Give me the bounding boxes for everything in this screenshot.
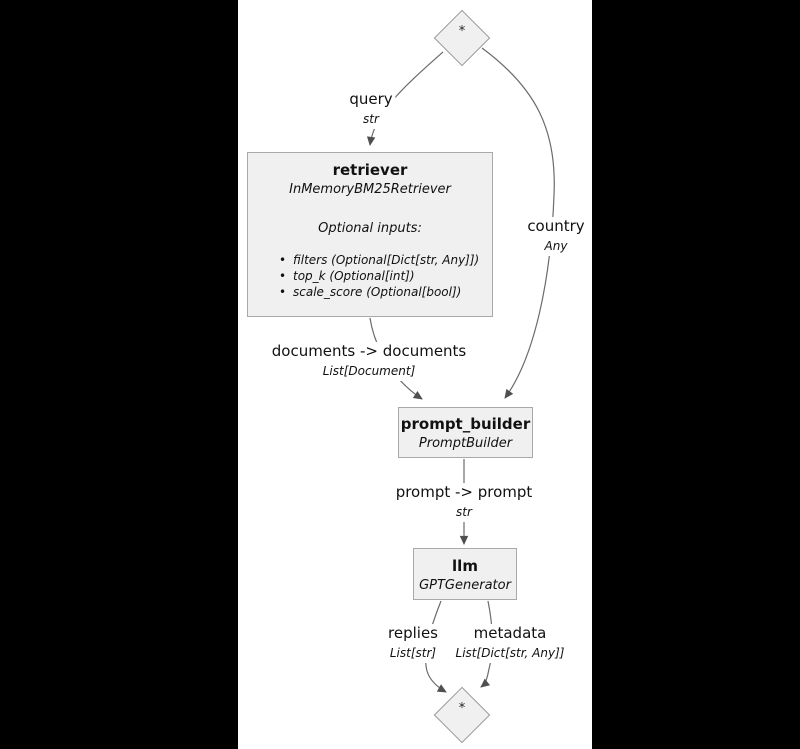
retriever-class-name: InMemoryBM25Retriever	[289, 182, 451, 197]
node-retriever	[247, 152, 493, 317]
output-node-label: *	[458, 701, 466, 716]
retriever-optional-inputs-header: Optional inputs:	[318, 221, 422, 236]
edge-metadata-type: List[Dict[str, Any]]	[455, 646, 565, 660]
edge-metadata-name: metadata	[473, 624, 547, 642]
edge-label-replies	[385, 624, 441, 663]
edge-label-documents	[269, 342, 470, 381]
edge-label-prompt	[393, 483, 536, 522]
edge-replies-type: List[str]	[389, 646, 437, 660]
edge-country-name: country	[527, 217, 585, 235]
input-node-label: *	[458, 24, 466, 39]
edge-label-query	[346, 90, 395, 129]
edge-query-name: query	[349, 90, 393, 108]
edge-replies-name: replies	[388, 624, 438, 642]
edge-label-metadata	[453, 624, 568, 663]
retriever-title: retriever	[332, 161, 408, 179]
edge-label-country	[524, 217, 587, 256]
pipeline-diagram	[238, 0, 592, 749]
edge-query-type: str	[363, 112, 379, 126]
llm-class-name: GPTGenerator	[419, 578, 511, 593]
prompt-builder-title: prompt_builder	[400, 415, 531, 433]
edge-documents-name: documents -> documents	[271, 342, 467, 360]
node-llm	[413, 548, 517, 600]
edge-country-type: Any	[544, 239, 568, 253]
optional-input-item: • top_k (Optional[int])	[293, 268, 492, 284]
optional-input-item: • filters (Optional[Dict[str, Any]])	[293, 252, 492, 268]
optional-input-item: • scale_score (Optional[bool])	[293, 284, 492, 300]
edge-documents-type: List[Document]	[322, 364, 416, 378]
retriever-optional-inputs-list	[293, 252, 492, 300]
edge-prompt-type: str	[456, 505, 472, 519]
edge-prompt-name: prompt -> prompt	[395, 483, 533, 501]
node-prompt-builder	[398, 407, 533, 458]
llm-title: llm	[452, 557, 478, 575]
prompt-builder-class-name: PromptBuilder	[418, 436, 513, 451]
